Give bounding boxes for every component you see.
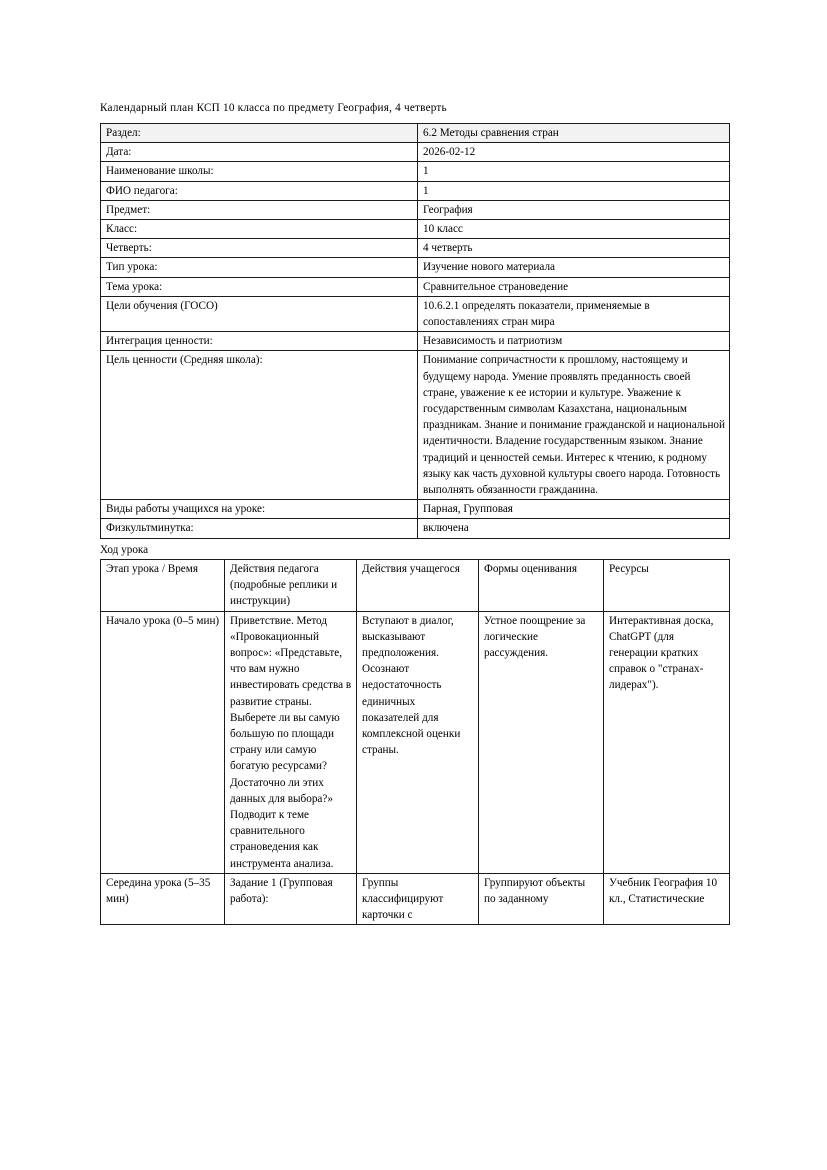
info-row-label: Дата: [101,143,418,162]
table-row [101,220,730,239]
table-row [101,296,730,331]
student-actions-cell: Группы классифицируют карточки с [357,873,479,925]
table-row [101,277,730,296]
info-row-label: Интеграция ценности: [101,332,418,351]
table-row [101,873,730,925]
info-row-value: Изучение нового материала [418,258,730,277]
stage-cell: Середина урока (5–35 мин) [101,873,225,925]
info-row-value: 10 класс [418,220,730,239]
table-row [101,181,730,200]
info-row-value: Парная, Групповая [418,500,730,519]
teacher-actions-cell: Приветствие. Метод «Провокационный вопрос»: «Представьте, что вам нужно инвестировать средства в развитие страны. Выберете ли вы самую большую по площади страну или самую богатую ресурсами? Достаточно ли этих данных для выбора?» Подводит к теме сравнительного страноведения как инструмента анализа. [225,611,357,873]
assessment-cell: Группируют объекты по заданному [479,873,604,925]
info-row-value: 4 четверть [418,239,730,258]
info-row-label: Цель ценности (Средняя школа): [101,351,418,500]
info-row-value: Сравнительное страноведение [418,277,730,296]
info-row-label: Цели обучения (ГОСО) [101,296,418,331]
lesson-flow-clip [0,559,827,1067]
info-row-value: 2026-02-12 [418,143,730,162]
column-header: Этап урока / Время [101,560,225,612]
table-row [101,143,730,162]
table-row [101,500,730,519]
document-body [100,100,729,565]
info-row-value: 10.6.2.1 определять показатели, применяемые в сопоставлениях стран мира [418,296,730,331]
table-row [101,200,730,219]
table-row [101,332,730,351]
teacher-actions-cell: Задание 1 (Групповая работа): [225,873,357,925]
student-actions-cell: Вступают в диалог, высказывают предположения. Осознают недостаточность единичных показателей для комплексной оценки страны. [357,611,479,873]
column-header: Ресурсы [604,560,730,612]
info-row-value: Независимость и патриотизм [418,332,730,351]
column-header: Действия учащегося [357,560,479,612]
info-row-value: включена [418,519,730,538]
lesson-flow-table [100,559,730,925]
info-row-label: Класс: [101,220,418,239]
table-row [101,258,730,277]
column-header: Действия педагога (подробные реплики и инструкции) [225,560,357,612]
info-row-value: 1 [418,181,730,200]
info-row-label: Четверть: [101,239,418,258]
resources-cell: Учебник География 10 кл., Статистические [604,873,730,925]
lesson-flow-heading: Ход урока [100,543,149,556]
info-row-label: Раздел: [101,124,418,143]
table-row [101,162,730,181]
resources-cell: Интерактивная доска, ChatGPT (для генерации кратких справок о "странах-лидерах"). [604,611,730,873]
info-row-label: Наименование школы: [101,162,418,181]
table-row [101,351,730,500]
info-row-value: Понимание сопричастности к прошлому, настоящему и будущему народа. Умение проявлять преданность своей стране, уважение к ее истории и культуре. Уважение к государственным символам Казахстана, национальным праздникам. Знание и понимание гражданской и национальной идентичности. Владение государственным языком. Знание традиций и ценностей семьи. Интерес к чтению, к родному языку как часть духовной культуры своего народа. Готовность выполнять обязанности гражданина. [418,351,730,500]
info-row-label: Физкультминутка: [101,519,418,538]
info-row-value: 6.2 Методы сравнения стран [418,124,730,143]
column-header: Формы оценивания [479,560,604,612]
info-row-label: Виды работы учащихся на уроке: [101,500,418,519]
table-row [101,519,730,538]
info-row-value: География [418,200,730,219]
page-title: Календарный план КСП 10 класса по предмету География, 4 четверть [100,102,447,114]
info-row-label: Тип урока: [101,258,418,277]
table-row [101,611,730,873]
assessment-cell: Устное поощрение за логические рассуждения. [479,611,604,873]
table-row [101,124,730,143]
info-row-label: ФИО педагога: [101,181,418,200]
table-row [101,239,730,258]
lesson-info-table [100,123,730,539]
stage-cell: Начало урока (0–5 мин) [101,611,225,873]
info-row-label: Предмет: [101,200,418,219]
info-row-label: Тема урока: [101,277,418,296]
table-header-row [101,560,730,612]
info-row-value: 1 [418,162,730,181]
